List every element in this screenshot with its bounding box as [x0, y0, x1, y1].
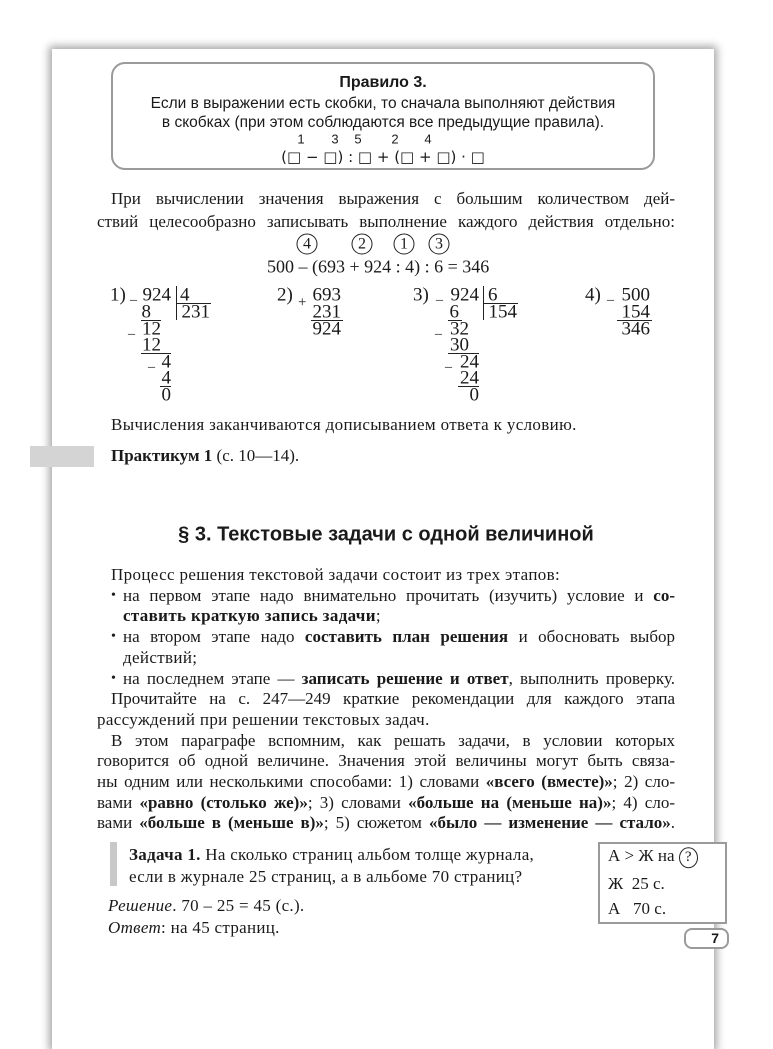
bold-term: записать решение и ответ [301, 668, 509, 688]
minus-sign: – [435, 326, 442, 342]
operand: 500 [621, 284, 650, 306]
action-order-circle: 2 [352, 234, 373, 255]
short-record-line: А 70 с. [608, 899, 667, 918]
step: 24 [460, 367, 479, 389]
paragraph-line: ствий целесообразно записывать выполнение каждого действия отдельно: [97, 212, 675, 231]
order-number: 1 [297, 131, 305, 147]
task-line [129, 845, 534, 865]
order-number: 2 [391, 131, 399, 147]
step: 32 [450, 318, 469, 340]
rule-text-line: Если в выражении есть скобки, то сначала выполняют действия [150, 95, 616, 112]
solution-line [108, 896, 305, 916]
text-segment: вами [97, 792, 140, 812]
bullet-icon: • [111, 670, 116, 686]
paragraph-line [123, 669, 675, 689]
page-number: 7 [684, 928, 729, 949]
bold-term: «больше в (меньше в)» [139, 813, 324, 833]
paragraph-line [97, 751, 675, 771]
rule-title: Правило 3. [339, 74, 427, 91]
solution-label: Решение [108, 896, 173, 915]
minus-sign: – [607, 292, 614, 308]
paragraph-line: При вычислении значения выражения с большим количеством дей- [111, 189, 675, 208]
paragraph-line [123, 627, 675, 647]
step: 6 [449, 301, 459, 323]
answer-label: Ответ [108, 918, 162, 937]
step: 4 [161, 367, 171, 389]
quotient: 154 [488, 301, 517, 323]
order-number: 4 [424, 131, 432, 147]
calc-label: 3) [413, 284, 429, 306]
minus-sign: – [130, 292, 137, 308]
practicum-pages: (с. 10—14). [212, 446, 300, 465]
divisor: 6 [488, 284, 498, 306]
step: 8 [141, 301, 151, 323]
result: 924 [312, 318, 341, 340]
action-order-circle: 3 [429, 234, 450, 255]
paragraph-line [97, 772, 675, 792]
bullet-icon: • [111, 629, 116, 645]
bold-term: «больше на (меньше на)» [408, 792, 612, 812]
answer-text: : на 45 страниц. [161, 918, 280, 937]
step: 12 [142, 334, 161, 356]
operand: 693 [312, 284, 341, 306]
rule-box [111, 62, 655, 170]
bullet-icon: • [111, 587, 116, 603]
paragraph-line [97, 813, 675, 833]
paragraph-line [97, 793, 675, 813]
task-label: Задача 1. [129, 845, 201, 864]
rule-formula: (□ − □) : □ + (□ + □) · □ [281, 148, 485, 166]
short-record-box [598, 842, 727, 924]
text-segment: ; 5) сюжетом [323, 813, 429, 833]
minus-sign: – [128, 326, 135, 342]
step: 4 [161, 351, 171, 373]
paragraph-line [111, 731, 675, 751]
minus-sign: – [148, 359, 155, 375]
dividend: 924 [450, 284, 479, 306]
bold-term: «было — изменение — стало» [428, 813, 671, 833]
order-number: 5 [354, 131, 362, 147]
quotient: 231 [181, 301, 210, 323]
short-record-comparison: А > Ж на [608, 846, 675, 866]
remainder: 0 [469, 384, 479, 406]
dividend: 924 [142, 284, 171, 306]
text-segment: на первом этапе надо внимательно прочитать (изучить) условие и [123, 585, 654, 605]
practicum-reference[interactable] [111, 446, 299, 466]
operand: 231 [312, 301, 341, 323]
remainder: 0 [161, 384, 171, 406]
text-segment: действий; [123, 647, 198, 667]
paragraph-line [123, 606, 381, 626]
paragraph-line [123, 586, 675, 606]
task-marker-bar [110, 842, 117, 886]
text-segment: вами [97, 813, 140, 833]
task-text: если в журнале 25 страниц, а в альбоме 70 страниц? [129, 867, 523, 886]
paragraph-line [123, 648, 197, 668]
text-segment: В этом параграфе вспомним, как решать задачи, в условии которых [111, 730, 675, 750]
minus-sign: – [445, 359, 452, 375]
text-segment: , выполнить проверку. [508, 668, 675, 688]
divisor: 4 [180, 284, 190, 306]
conclusion-text: Вычисления заканчиваются дописыванием ответа к условию. [111, 415, 577, 434]
task-text: На сколько страниц альбом толще журнала, [200, 845, 535, 864]
order-number: 3 [331, 131, 339, 147]
paragraph-line [111, 565, 560, 585]
text-segment: говорится об одной величине. Значения этой величины могут быть связа- [97, 751, 675, 771]
text-segment: Процесс решения текстовой задачи состоит из трех этапов: [111, 565, 561, 584]
short-record-line: Ж 25 с. [608, 874, 665, 893]
bold-term: составить план решения [304, 627, 509, 647]
calc-label: 4) [585, 284, 601, 306]
text-segment: на втором этапе надо [123, 627, 305, 647]
text-segment: ; 3) словами [307, 792, 409, 812]
text-segment: . [670, 813, 675, 833]
minus-sign: – [436, 292, 443, 308]
text-segment: ны одним или несколькими способами: 1) словами [97, 772, 486, 791]
action-order-circle: 1 [394, 234, 415, 255]
text-segment: ; 2) сло- [612, 772, 675, 791]
section-heading: § 3. Текстовые задачи с одной величиной [178, 523, 594, 546]
text-segment: на последнем этапе — [123, 668, 302, 688]
paragraph-line [97, 710, 430, 730]
text-segment: ; 4) сло- [611, 792, 675, 812]
question-circle-icon: ? [679, 847, 698, 868]
rule-text-line: в скобках (при этом соблюдаются все предыдущие правила). [161, 114, 605, 131]
text-segment: ; [375, 606, 381, 626]
action-order-circle: 4 [297, 234, 318, 255]
short-record-line [608, 846, 698, 868]
step: 24 [460, 351, 479, 373]
bold-term: со- [653, 585, 675, 605]
step: 12 [142, 318, 161, 340]
answer-line [108, 918, 280, 938]
margin-tab-marker [30, 446, 94, 467]
step: 30 [450, 334, 469, 356]
operand: 154 [621, 301, 650, 323]
text-segment: рассуждений при решении текстовых задач. [97, 709, 430, 729]
expression: 500 – (693 + 924 : 4) : 6 = 346 [267, 256, 490, 277]
text-segment: и обосновать выбор [508, 627, 676, 647]
bold-term: «всего (вместе)» [485, 772, 613, 791]
bold-term: ставить краткую запись задачи [123, 606, 376, 626]
paragraph-line [111, 689, 675, 709]
solution-text: . 70 – 25 = 45 (с.). [172, 896, 305, 915]
calc-label: 1) [110, 284, 126, 306]
practicum-label: Практикум 1 [111, 446, 213, 465]
text-segment: Прочитайте на с. 247—249 краткие рекомендации для каждого этапа [111, 689, 675, 709]
result: 346 [621, 318, 650, 340]
calc-label: 2) [277, 284, 293, 306]
plus-sign: + [298, 294, 307, 311]
bold-term: «равно (столько же)» [139, 792, 308, 812]
